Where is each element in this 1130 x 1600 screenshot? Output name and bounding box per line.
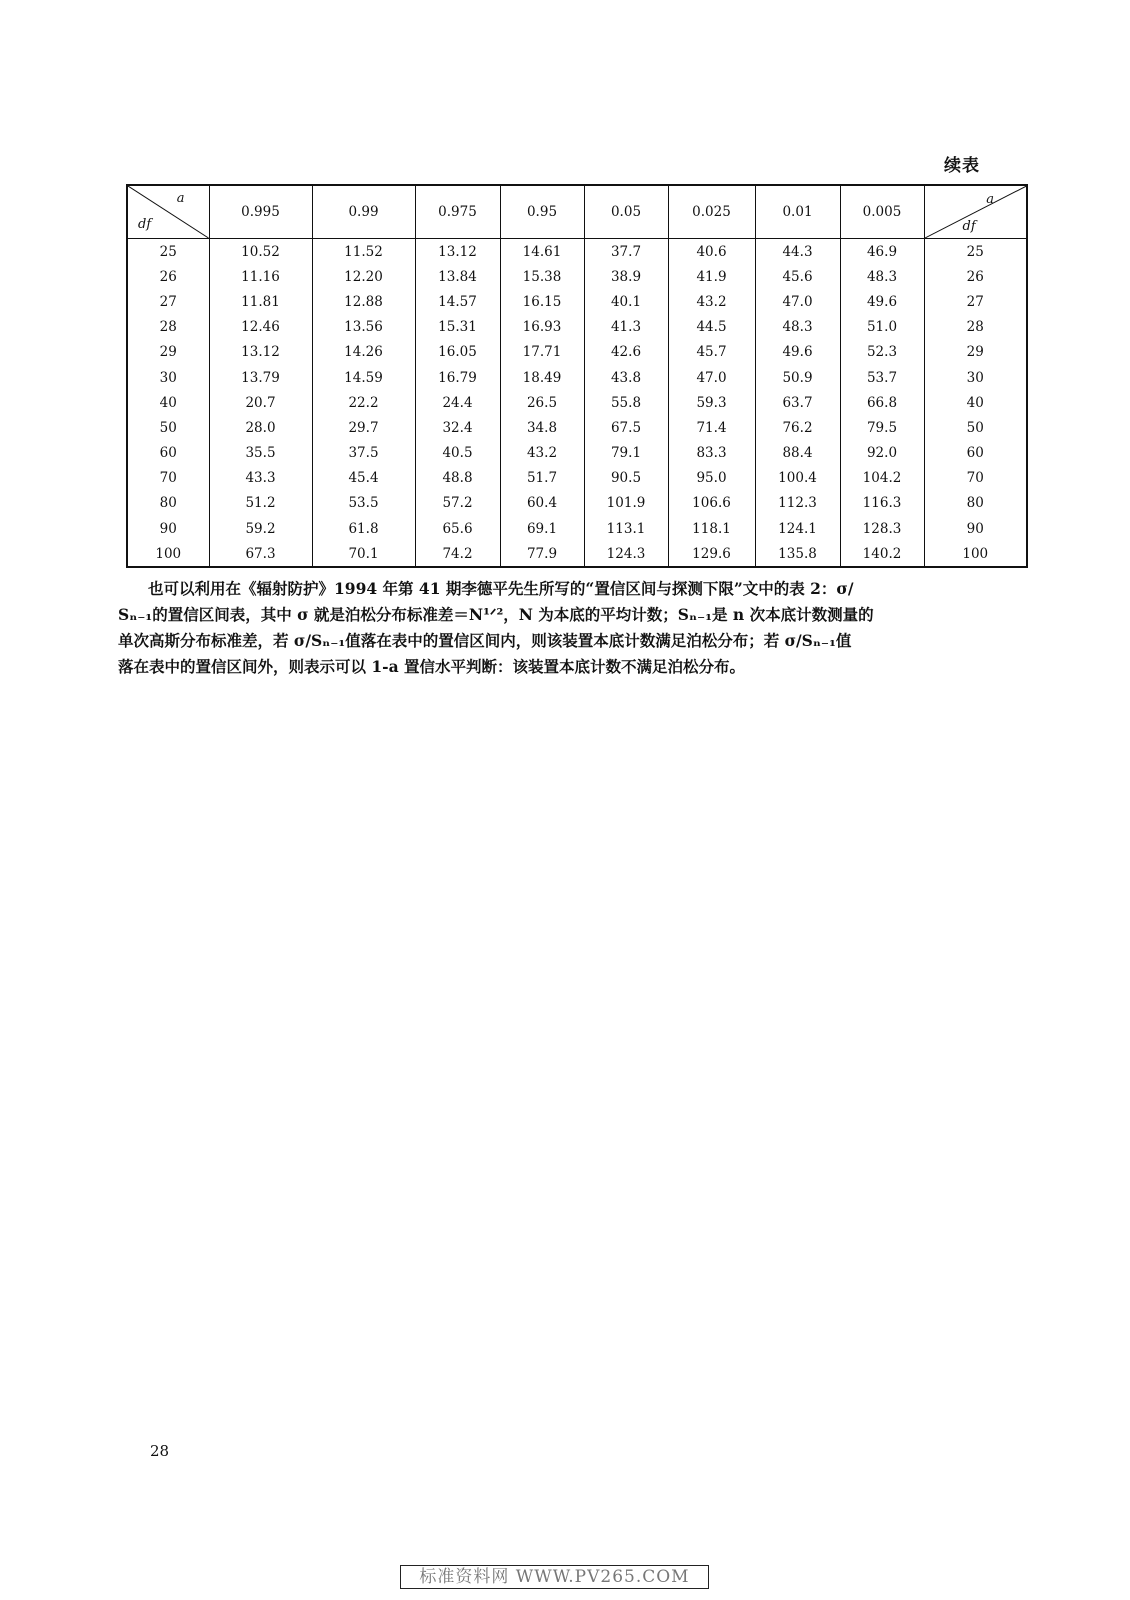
- value-cell: 43.8: [584, 365, 668, 390]
- value-cell: 22.2: [312, 390, 415, 415]
- value-cell: 12.46: [209, 315, 312, 340]
- corner-alpha-label: a: [986, 192, 994, 207]
- df-cell: 30: [924, 365, 1027, 390]
- value-cell: 37.7: [584, 239, 668, 265]
- site-watermark: 标准资料网 WWW.PV265.COM: [400, 1565, 709, 1589]
- df-cell: 40: [127, 390, 209, 415]
- value-cell: 18.49: [500, 365, 584, 390]
- value-cell: 34.8: [500, 415, 584, 440]
- value-cell: 29.7: [312, 415, 415, 440]
- value-cell: 79.5: [840, 415, 924, 440]
- value-cell: 92.0: [840, 441, 924, 466]
- paragraph-line: 也可以利用在《辐射防护》1994 年第 41 期李德平先生所写的“置信区间与探测下限”文中的表 2：σ/: [148, 579, 854, 598]
- value-cell: 76.2: [755, 415, 840, 440]
- value-cell: 11.16: [209, 264, 312, 289]
- df-cell: 80: [127, 491, 209, 516]
- value-cell: 35.5: [209, 441, 312, 466]
- chi-square-table: [126, 184, 1028, 568]
- df-cell: 70: [127, 466, 209, 491]
- table-row: [127, 390, 1027, 415]
- value-cell: 40.5: [415, 441, 500, 466]
- value-cell: 43.3: [209, 466, 312, 491]
- table-row: [127, 239, 1027, 265]
- table-row: [127, 516, 1027, 541]
- value-cell: 48.3: [755, 315, 840, 340]
- value-cell: 41.9: [668, 264, 755, 289]
- value-cell: 45.7: [668, 340, 755, 365]
- value-cell: 52.3: [840, 340, 924, 365]
- df-cell: 25: [924, 239, 1027, 265]
- value-cell: 45.6: [755, 264, 840, 289]
- table-row: [127, 264, 1027, 289]
- table-row: [127, 415, 1027, 440]
- value-cell: 11.81: [209, 289, 312, 314]
- df-cell: 50: [127, 415, 209, 440]
- value-cell: 66.8: [840, 390, 924, 415]
- value-cell: 47.0: [668, 365, 755, 390]
- table-row: [127, 541, 1027, 567]
- df-cell: 90: [924, 516, 1027, 541]
- value-cell: 14.61: [500, 239, 584, 265]
- df-cell: 70: [924, 466, 1027, 491]
- corner-df-label: df: [138, 217, 152, 232]
- value-cell: 77.9: [500, 541, 584, 567]
- value-cell: 128.3: [840, 516, 924, 541]
- value-cell: 16.05: [415, 340, 500, 365]
- value-cell: 41.3: [584, 315, 668, 340]
- value-cell: 16.79: [415, 365, 500, 390]
- value-cell: 57.2: [415, 491, 500, 516]
- value-cell: 49.6: [840, 289, 924, 314]
- value-cell: 95.0: [668, 466, 755, 491]
- value-cell: 69.1: [500, 516, 584, 541]
- value-cell: 53.5: [312, 491, 415, 516]
- value-cell: 53.7: [840, 365, 924, 390]
- value-cell: 116.3: [840, 491, 924, 516]
- df-cell: 25: [127, 239, 209, 265]
- value-cell: 43.2: [500, 441, 584, 466]
- value-cell: 38.9: [584, 264, 668, 289]
- table-row: [127, 365, 1027, 390]
- df-cell: 40: [924, 390, 1027, 415]
- value-cell: 129.6: [668, 541, 755, 567]
- value-cell: 55.8: [584, 390, 668, 415]
- value-cell: 60.4: [500, 491, 584, 516]
- column-header: 0.95: [500, 185, 584, 239]
- corner-header-left: [127, 185, 209, 239]
- value-cell: 51.0: [840, 315, 924, 340]
- df-cell: 27: [127, 289, 209, 314]
- corner-alpha-label: a: [176, 191, 185, 206]
- value-cell: 45.4: [312, 466, 415, 491]
- value-cell: 83.3: [668, 441, 755, 466]
- table-row: [127, 466, 1027, 491]
- value-cell: 63.7: [755, 390, 840, 415]
- table-header-row: [127, 185, 1027, 239]
- value-cell: 14.26: [312, 340, 415, 365]
- df-cell: 90: [127, 516, 209, 541]
- value-cell: 24.4: [415, 390, 500, 415]
- table-row: [127, 315, 1027, 340]
- paragraph-line: Sₙ₋₁的置信区间表，其中 σ 就是泊松分布标准差＝N¹ᐟ²，N 为本底的平均计数；Sₙ₋₁是 n 次本底计数测量的: [118, 605, 874, 624]
- page-number: 28: [150, 1442, 170, 1460]
- value-cell: 43.2: [668, 289, 755, 314]
- value-cell: 17.71: [500, 340, 584, 365]
- value-cell: 44.3: [755, 239, 840, 265]
- column-header: 0.99: [312, 185, 415, 239]
- value-cell: 88.4: [755, 441, 840, 466]
- value-cell: 79.1: [584, 441, 668, 466]
- value-cell: 47.0: [755, 289, 840, 314]
- value-cell: 124.1: [755, 516, 840, 541]
- value-cell: 16.93: [500, 315, 584, 340]
- df-cell: 80: [924, 491, 1027, 516]
- value-cell: 74.2: [415, 541, 500, 567]
- column-header: 0.025: [668, 185, 755, 239]
- df-cell: 60: [924, 441, 1027, 466]
- value-cell: 13.84: [415, 264, 500, 289]
- table-row: [127, 289, 1027, 314]
- value-cell: 13.12: [209, 340, 312, 365]
- column-header: 0.005: [840, 185, 924, 239]
- df-cell: 28: [924, 315, 1027, 340]
- body-paragraph: [118, 576, 1024, 680]
- value-cell: 135.8: [755, 541, 840, 567]
- value-cell: 61.8: [312, 516, 415, 541]
- continued-table-label: 续表: [944, 156, 980, 176]
- value-cell: 90.5: [584, 466, 668, 491]
- df-cell: 50: [924, 415, 1027, 440]
- value-cell: 44.5: [668, 315, 755, 340]
- value-cell: 26.5: [500, 390, 584, 415]
- table-row: [127, 340, 1027, 365]
- column-header: 0.975: [415, 185, 500, 239]
- value-cell: 10.52: [209, 239, 312, 265]
- paragraph-line: 单次高斯分布标准差，若 σ/Sₙ₋₁值落在表中的置信区间内，则该装置本底计数满足泊松分布；若 σ/Sₙ₋₁值: [118, 631, 852, 650]
- df-cell: 60: [127, 441, 209, 466]
- df-cell: 30: [127, 365, 209, 390]
- value-cell: 48.8: [415, 466, 500, 491]
- corner-df-label: df: [962, 219, 976, 234]
- value-cell: 70.1: [312, 541, 415, 567]
- value-cell: 14.59: [312, 365, 415, 390]
- column-header: 0.995: [209, 185, 312, 239]
- value-cell: 49.6: [755, 340, 840, 365]
- value-cell: 46.9: [840, 239, 924, 265]
- value-cell: 124.3: [584, 541, 668, 567]
- value-cell: 20.7: [209, 390, 312, 415]
- value-cell: 42.6: [584, 340, 668, 365]
- value-cell: 40.6: [668, 239, 755, 265]
- value-cell: 13.79: [209, 365, 312, 390]
- value-cell: 51.2: [209, 491, 312, 516]
- value-cell: 104.2: [840, 466, 924, 491]
- df-cell: 26: [924, 264, 1027, 289]
- df-cell: 100: [127, 541, 209, 567]
- value-cell: 59.3: [668, 390, 755, 415]
- value-cell: 67.3: [209, 541, 312, 567]
- value-cell: 50.9: [755, 365, 840, 390]
- value-cell: 12.88: [312, 289, 415, 314]
- table-row: [127, 441, 1027, 466]
- value-cell: 40.1: [584, 289, 668, 314]
- df-cell: 100: [924, 541, 1027, 567]
- value-cell: 13.12: [415, 239, 500, 265]
- corner-header-right: [924, 185, 1027, 239]
- value-cell: 59.2: [209, 516, 312, 541]
- value-cell: 12.20: [312, 264, 415, 289]
- value-cell: 106.6: [668, 491, 755, 516]
- value-cell: 113.1: [584, 516, 668, 541]
- column-header: 0.01: [755, 185, 840, 239]
- value-cell: 65.6: [415, 516, 500, 541]
- value-cell: 140.2: [840, 541, 924, 567]
- value-cell: 48.3: [840, 264, 924, 289]
- value-cell: 67.5: [584, 415, 668, 440]
- value-cell: 112.3: [755, 491, 840, 516]
- value-cell: 15.38: [500, 264, 584, 289]
- df-cell: 29: [127, 340, 209, 365]
- value-cell: 16.15: [500, 289, 584, 314]
- value-cell: 101.9: [584, 491, 668, 516]
- value-cell: 32.4: [415, 415, 500, 440]
- value-cell: 37.5: [312, 441, 415, 466]
- value-cell: 100.4: [755, 466, 840, 491]
- df-cell: 28: [127, 315, 209, 340]
- value-cell: 71.4: [668, 415, 755, 440]
- value-cell: 51.7: [500, 466, 584, 491]
- paragraph-line: 落在表中的置信区间外，则表示可以 1-a 置信水平判断：该装置本底计数不满足泊松分布。: [118, 657, 746, 676]
- value-cell: 14.57: [415, 289, 500, 314]
- df-cell: 29: [924, 340, 1027, 365]
- table-row: [127, 491, 1027, 516]
- value-cell: 28.0: [209, 415, 312, 440]
- value-cell: 118.1: [668, 516, 755, 541]
- df-cell: 26: [127, 264, 209, 289]
- df-cell: 27: [924, 289, 1027, 314]
- column-header: 0.05: [584, 185, 668, 239]
- value-cell: 11.52: [312, 239, 415, 265]
- value-cell: 15.31: [415, 315, 500, 340]
- value-cell: 13.56: [312, 315, 415, 340]
